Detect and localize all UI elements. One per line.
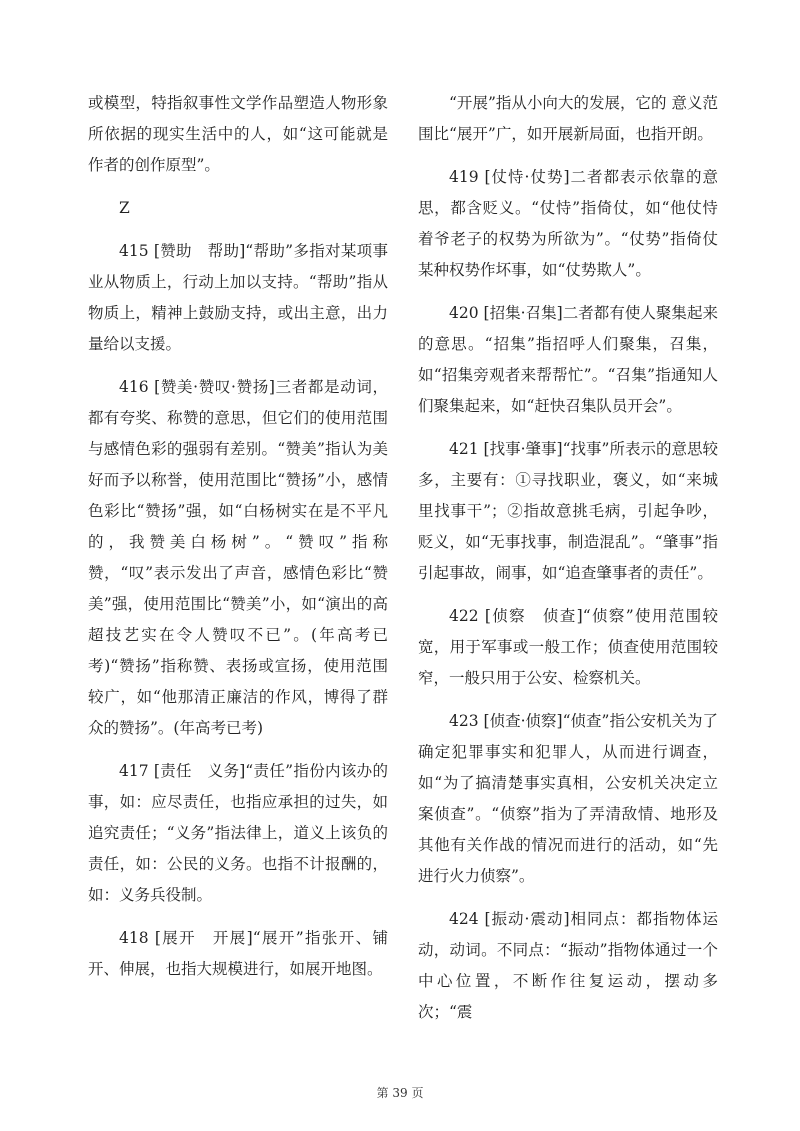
page-number: 第 39 页	[376, 1086, 424, 1100]
left-column-paragraph: Z	[119, 199, 130, 217]
left-column-paragraph: 416 [赞美·赞叹·赞扬]三者都是动词，都有夸奖、称赞的意思，但它们的使用范围与感情色彩的强弱有差别。“赞美”指认为美好而予以称誉，使用范围比“赞扬”小，感情色彩比“赞扬”强，如“白杨树实在是不平凡的，我赞美白杨树”。“赞叹”指称赞，“叹”表示发出了声音，感情色彩比“赞美”强，使用范围比“赞美”小，如“演出的高超技艺实在令人赞叹不已”。(年高考已考)“赞扬”指称赞、表扬或宣扬，使用范围较广，如“他那清正廉洁的作风，博得了群众的赞扬”。(年高考已考)	[88, 378, 388, 737]
right-column-paragraph: 423 [侦查·侦察]“侦查”指公安机关为了确定犯罪事实和犯罪人，从而进行调查，如“为了搞清楚事实真相，公安机关决定立案侦查”。“侦察”指为了弄清敌情、地形及其他有关作战的情况而进行的活动，如“先进行火力侦察”。	[418, 712, 718, 885]
right-column-paragraph: 421 [找事·肇事]“找事”所表示的意思较多，主要有：①寻找职业，褒义，如“来城里找事干”；②指故意挑毛病，引起争吵，贬义，如“无事找事，制造混乱”。“肇事”指引起事故，闹事，如“追查肇事者的责任”。	[418, 440, 718, 582]
left-column-paragraph: 417 [责任 义务]“责任”指份内该办的事，如：应尽责任，也指应承担的过失，如追究责任；“义务”指法律上，道义上该负的责任，如：公民的义务。也指不计报酬的，如：义务兵役制。	[88, 762, 388, 904]
left-column-paragraph: 或模型，特指叙事性文学作品塑造人物形象所依据的现实生活中的人，如“这可能就是作者的创作原型”。	[88, 94, 388, 174]
left-column-paragraph: 415 [赞助 帮助]“帮助”多指对某项事业从物质上，行动上加以支持。“帮助”指从物质上，精神上鼓励支持，或出主意，出力量给以支援。	[88, 242, 388, 353]
left-column-paragraph: 418 [展开 开展]“展开”指张开、铺开、伸展，也指大规模进行，如展开地图。	[88, 929, 388, 978]
right-column-paragraph: 424 [振动·震动]相同点：都指物体运动，动词。不同点：“振动”指物体通过一个中心位置，不断作往复运动，摆动多次；“震	[418, 910, 718, 1021]
right-column-paragraph: “开展”指从小向大的发展，它的 意义范围比“展开”广，如开展新局面，也指开朗。	[418, 94, 718, 143]
right-column-paragraph: 422 [侦察 侦查]“侦察”使用范围较宽，用于军事或一般工作；侦查使用范围较窄，一般只用于公安、检察机关。	[418, 607, 718, 687]
right-column	[418, 88, 718, 1040]
left-column	[88, 88, 388, 997]
right-column-paragraph: 420 [招集·召集]二者都有使人聚集起来的意思。“招集”指招呼人们聚集，召集，如“招集旁观者来帮帮忙”。“召集”指通知人们聚集起来，如“赶快召集队员开会”。	[418, 304, 718, 415]
right-column-paragraph: 419 [仗恃·仗势]二者都表示依靠的意思，都含贬义。“仗恃”指倚仗，如“他仗恃着爷老子的权势为所欲为”。“仗势”指倚仗某种权势作坏事，如“仗势欺人”。	[418, 168, 718, 279]
